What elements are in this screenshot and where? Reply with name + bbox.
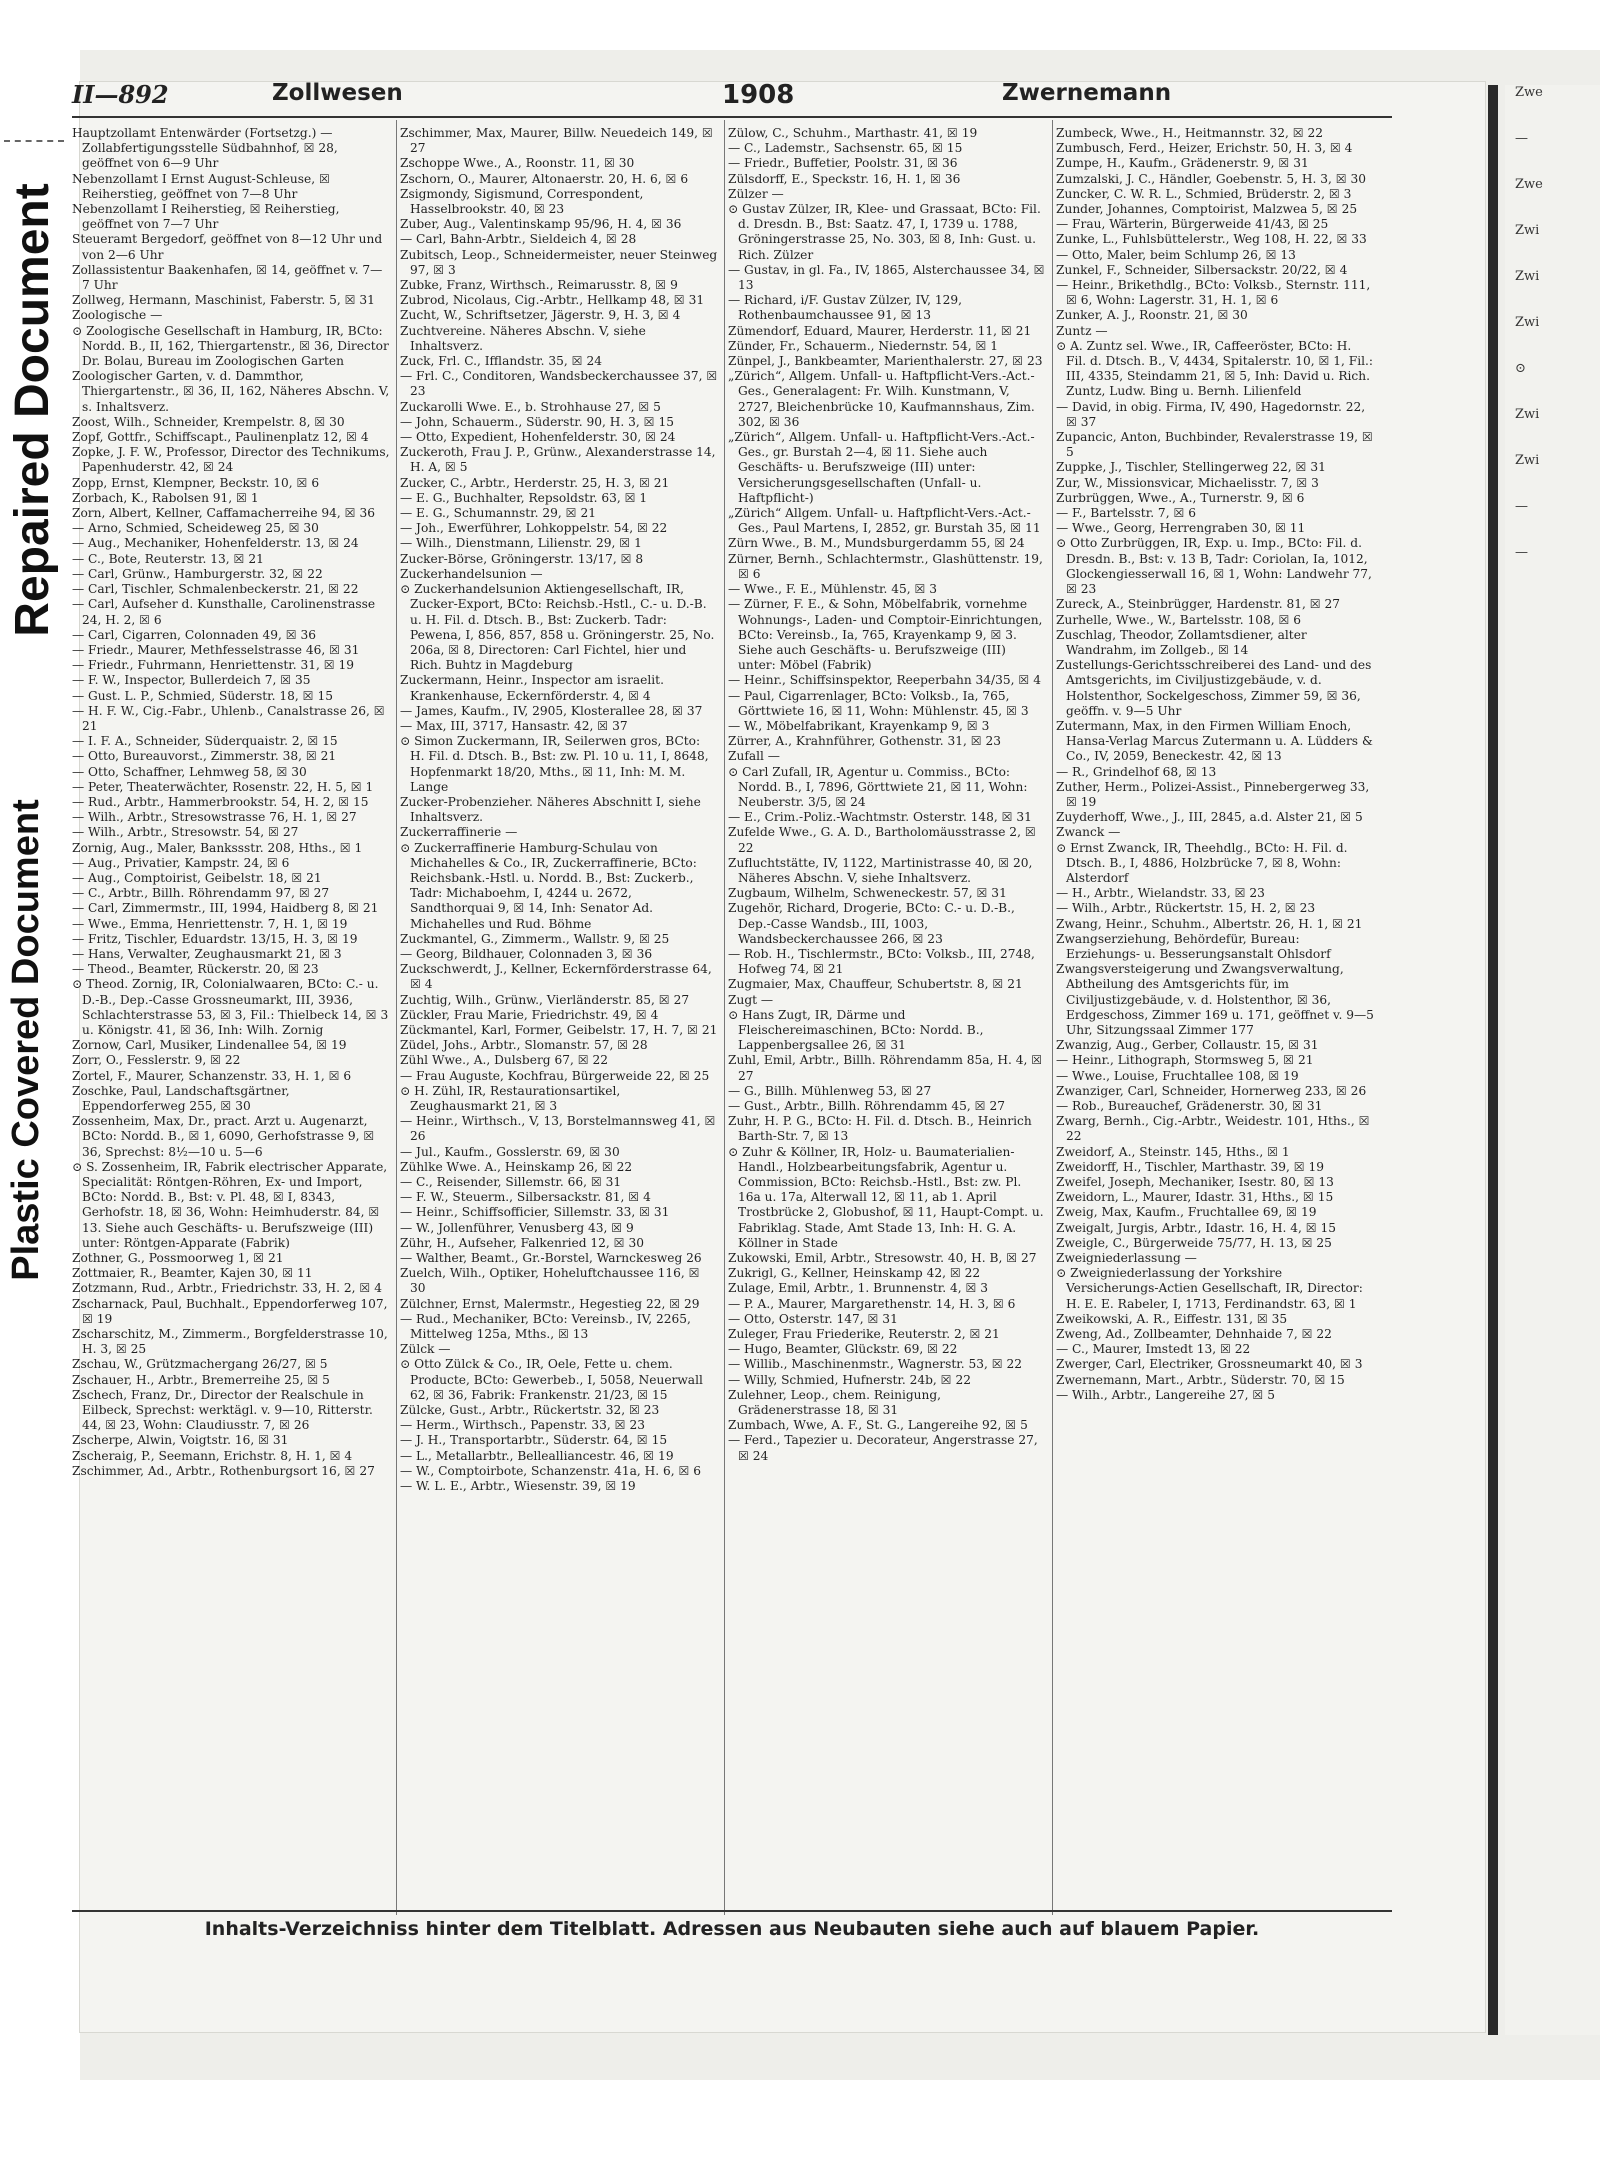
directory-entry: — Rud., Arbtr., Hammerbrookstr. 54, H. 2, ☒ 15: [72, 794, 369, 809]
directory-entry: Zufluchtstätte, IV, 1122, Martinistrasse 40, ☒ 20, Näheres Abschn. V, siehe Inhaltsverz.: [728, 855, 1033, 885]
directory-entry: Zorr, O., Fesslerstr. 9, ☒ 22: [72, 1053, 241, 1068]
directory-entry: Zuntz —: [1056, 323, 1108, 338]
directory-entry: ⊙ Zoologische Gesellschaft in Hamburg, IR, BCto: Nordd. B., II, 162, Thiergartenstr., ☒ 36, Director Dr. Bolau, Bureau im Zoologischen Garten: [72, 323, 389, 369]
directory-entry: Zschoppe Wwe., A., Roonstr. 11, ☒ 30: [400, 156, 635, 171]
directory-entry: Zweng, Ad., Zollbeamter, Dehnhaide 7, ☒ 22: [1056, 1327, 1332, 1342]
directory-entry: — James, Kaufm., IV, 2905, Klosterallee 28, ☒ 37: [400, 703, 703, 718]
directory-entry: Zunkel, F., Schneider, Silbersackstr. 20/22, ☒ 4: [1056, 262, 1348, 277]
directory-entry: — Frl. C., Conditoren, Wandsbeckerchaussee 37, ☒ 23: [400, 369, 718, 399]
directory-entry: „Zürich“, Allgem. Unfall- u. Haftpflicht-Vers.-Act.-Ges., gr. Burstah 2—4, ☒ 11. Siehe auch Geschäfts- u. Berufszweige (III) unter: Versicherungsgesellschaften (Unfall- u. Haftpflicht-): [728, 430, 1035, 505]
directory-entry: Zorbach, K., Rabolsen 91, ☒ 1: [72, 490, 259, 505]
directory-entry: — Carl, Bahn-Arbtr., Sieldeich 4, ☒ 28: [400, 232, 637, 247]
repaired-document-label: Repaired Document: [6, 183, 59, 637]
directory-entry: Zunder, Johannes, Comptoirist, Malzwea 5, ☒ 25: [1056, 202, 1358, 217]
directory-entry: Zscharschitz, M., Zimmerm., Borgfelderstrasse 10, H. 3, ☒ 25: [72, 1327, 388, 1357]
directory-entry: — E. G., Buchhalter, Repsoldstr. 63, ☒ 1: [400, 490, 648, 505]
directory-entry: Zülck —: [400, 1342, 451, 1357]
directory-entry: Zwanzig, Aug., Gerber, Collaustr. 15, ☒ 31: [1056, 1038, 1319, 1053]
directory-entry: Zopke, J. F. W., Professor, Director des Technikums, Papenhuderstr. 42, ☒ 24: [72, 445, 390, 475]
directory-entry: — John, Schauerm., Süderstr. 90, H. 3, ☒ 15: [400, 414, 674, 429]
directory-entry: Zürner, Bernh., Schlachtermstr., Glashüttenstr. 19, ☒ 6: [728, 551, 1043, 581]
directory-entry: — Otto, Expedient, Hohenfelderstr. 30, ☒ 24: [400, 430, 676, 445]
directory-entry: — Carl, Zimmermstr., III, 1994, Haidberg 8, ☒ 21: [72, 901, 379, 916]
directory-entry: Zünder, Fr., Schauerm., Niedernstr. 54, ☒ 1: [728, 338, 998, 353]
directory-entry: — P. A., Maurer, Margarethenstr. 14, H. 3, ☒ 6: [728, 1296, 1016, 1311]
directory-entry: — Frau Auguste, Kochfrau, Bürgerweide 22, ☒ 25: [400, 1068, 710, 1083]
directory-entry: Zorn, Albert, Kellner, Caffamacherreihe 94, ☒ 36: [72, 506, 375, 521]
directory-entry: Zümendorf, Eduard, Maurer, Herderstr. 11, ☒ 21: [728, 323, 1032, 338]
directory-entry: Zühlke Wwe. A., Heinskamp 26, ☒ 22: [400, 1159, 633, 1174]
directory-entry: — Aug., Mechaniker, Hohenfelderstr. 13, ☒ 24: [72, 536, 359, 551]
directory-entry: — Friedr., Maurer, Methfesselstrasse 46, ☒ 31: [72, 642, 360, 657]
directory-entry: „Zürich“, Allgem. Unfall- u. Haftpflicht-Vers.-Act.-Ges., Generalagent: Fr. Wilh. Kunstmann, V, 2727, Bleichenbrücke 10, Kaufmannshaus, Zim. 302, ☒ 36: [728, 369, 1035, 429]
directory-entry: — Heinr., Wirthsch., V, 13, Borstelmannsweg 41, ☒ 26: [400, 1114, 716, 1144]
directory-entry: Zopf, Gottfr., Schiffscapt., Paulinenplatz 12, ☒ 4: [72, 430, 369, 445]
directory-entry: Zscherpe, Alwin, Voigtstr. 16, ☒ 31: [72, 1433, 289, 1448]
directory-entry: Zuchtig, Wilh., Grünw., Vierländerstr. 85, ☒ 27: [400, 992, 690, 1007]
footer-rule: [72, 1910, 1392, 1912]
directory-entry: — Jul., Kaufm., Gosslerstr. 69, ☒ 30: [400, 1144, 620, 1159]
directory-entry: — C., Arbtr., Billh. Röhrendamm 97, ☒ 27: [72, 886, 330, 901]
directory-entry: — Gustav, in gl. Fa., IV, 1865, Alsterchaussee 34, ☒ 13: [728, 262, 1045, 293]
directory-entry: — Zürner, F. E., & Sohn, Möbelfabrik, vornehme Wohnungs-, Laden- und Comptoir-Einrichtungen, BCto: Vereinsb., Ia, 765, Krayenkamp 9, ☒ 3. Siehe auch Geschäfts- u. Berufszweige (III) unter: Möbel (Fabrik): [728, 597, 1043, 673]
directory-entry: Nebenzollamt I Reiherstieg, ☒ Reiherstieg, geöffnet von 7—7 Uhr: [72, 202, 340, 232]
directory-entry: ⊙ Gustav Zülzer, IR, Klee- und Grassaat, BCto: Fil. d. Dresdn. B., Bst: Saatz. 47, I, 1739 u. 1788, Gröningerstrasse 25, No. 303, ☒ 8, Inh: Gust. u. Rich. Zülzer: [728, 202, 1041, 262]
directory-entry: Zubitsch, Leop., Schneidermeister, neuer Steinweg 97, ☒ 3: [400, 247, 718, 277]
directory-entry: — Wilh., Arbtr., Stresowstrasse 76, H. 1, ☒ 27: [72, 810, 357, 825]
directory-entry: Zoologische —: [72, 308, 163, 323]
directory-entry: Zülchner, Ernst, Malermstr., Hegestieg 22, ☒ 29: [400, 1296, 700, 1311]
directory-entry: ⊙ Ernst Zwanck, IR, Theehdlg., BCto: H. Fil. d. Dtsch. B., I, 4886, Holzbrücke 7, ☒ 8, Wohn: Alsterdorf: [1056, 840, 1348, 885]
directory-entry: Zuhl, Emil, Arbtr., Billh. Röhrendamm 85a, H. 4, ☒ 27: [728, 1053, 1043, 1083]
directory-entry: Zürrer, A., Krahnführer, Gothenstr. 31, ☒ 23: [728, 734, 1002, 749]
adjacent-page-text: —: [1515, 499, 1528, 514]
directory-entry: Zoologischer Garten, v. d. Dammthor, Thiergartenstr., ☒ 36, II, 162, Näheres Abschn. V, s. Inhaltsverz.: [72, 369, 390, 414]
directory-entry: — Georg, Bildhauer, Colonnaden 3, ☒ 36: [400, 946, 653, 961]
directory-entry: — R., Grindelhof 68, ☒ 13: [1056, 764, 1217, 779]
directory-entry: — Walther, Beamt., Gr.-Borstel, Warnckesweg 26: [400, 1251, 702, 1266]
directory-entry: — Rob., Bureauchef, Grädenerstr. 30, ☒ 31: [1056, 1099, 1323, 1113]
directory-entry: Zwanck —: [1056, 825, 1121, 840]
directory-entry: Zweikowski, A. R., Eiffestr. 131, ☒ 35: [1056, 1311, 1288, 1326]
directory-entry: — Wwe., Louise, Fruchtallee 108, ☒ 19: [1056, 1068, 1299, 1083]
column-divider: [724, 120, 725, 1915]
directory-entry: ⊙ Zuckerhandelsunion Aktiengesellschaft, IR, Zucker-Export, BCto: Reichsb.-Hstl., C.- u. D.-B. u. H. Fil. d. Dtsch. B., Bst: Zuckerb. Tadr: Pewena, I, 856, 857, 858 u. Gröningerstr. 25, No. 206a, ☒ 8, Directoren: Carl Fichtel, hier und Rich. Buhtz in Magdeburg: [400, 582, 715, 673]
directory-entry: ⊙ Carl Zufall, IR, Agentur u. Commiss., BCto: Nordd. B., I, 7896, Görttwiete 21, ☒ 11, Wohn: Neuberstr. 3/5, ☒ 24: [728, 764, 1028, 809]
directory-entry: Zscheraig, P., Seemann, Erichstr. 8, H. 1, ☒ 4: [72, 1448, 353, 1463]
directory-entry: — H., Arbtr., Wielandstr. 33, ☒ 23: [1056, 886, 1265, 901]
directory-entry: — Wilh., Arbtr., Stresowstr. 54, ☒ 27: [72, 825, 299, 840]
directory-entry: — W., Jollenführer, Venusberg 43, ☒ 9: [400, 1220, 634, 1235]
directory-entry: Zumpe, H., Kaufm., Grädenerstr. 9, ☒ 31: [1056, 156, 1309, 171]
directory-entry: Zotzmann, Rud., Arbtr., Friedrichstr. 33, H. 2, ☒ 4: [72, 1281, 382, 1296]
adjacent-page-text: —: [1515, 131, 1528, 146]
directory-entry: — Carl, Aufseher d. Kunsthalle, Carolinenstrasse 24, H. 2, ☒ 6: [72, 597, 376, 627]
directory-entry: Zweidorff, H., Tischler, Marthastr. 39, ☒ 19: [1056, 1159, 1325, 1174]
directory-entry: Zschau, W., Grützmachergang 26/27, ☒ 5: [72, 1357, 328, 1372]
directory-entry: — Otto, Osterstr. 147, ☒ 31: [728, 1311, 898, 1326]
directory-entry: Zugt —: [728, 992, 774, 1007]
adjacent-page-text: Zwi: [1515, 223, 1540, 238]
directory-entry: Zottmaier, R., Beamter, Kajen 30, ☒ 11: [72, 1266, 313, 1281]
cut-mark: [4, 140, 64, 142]
directory-entry: Zugbaum, Wilhelm, Schweneckestr. 57, ☒ 31: [728, 886, 1007, 901]
directory-entry: — Peter, Theaterwächter, Rosenstr. 22, H. 5, ☒ 1: [72, 779, 374, 794]
directory-entry: Zwernemann, Mart., Arbtr., Süderstr. 70, ☒ 15: [1056, 1372, 1345, 1387]
plastic-covered-document-label: Plastic Covered Document: [5, 799, 47, 1281]
directory-entry: — Wilh., Arbtr., Rückertstr. 15, H. 2, ☒ 23: [1056, 901, 1316, 916]
directory-entry: Zurhelle, Wwe., W., Bartelsstr. 108, ☒ 6: [1056, 612, 1302, 627]
header-year: 1908: [722, 80, 795, 110]
directory-entry: Zoschke, Paul, Landschaftsgärtner, Eppendorferweg 255, ☒ 30: [72, 1083, 290, 1113]
directory-entry: Zuck, Frl. C., Ifflandstr. 35, ☒ 24: [400, 354, 602, 369]
directory-entry: — H. F. W., Cig.-Fabr., Uhlenb., Canalstrasse 26, ☒ 21: [72, 703, 385, 733]
column-divider: [1052, 120, 1053, 1915]
directory-entry: Zunker, A. J., Roonstr. 21, ☒ 30: [1056, 308, 1248, 323]
directory-entry: Zubrod, Nicolaus, Cig.-Arbtr., Hellkamp 48, ☒ 31: [400, 293, 705, 308]
directory-entry: Zschauer, H., Arbtr., Bremerreihe 25, ☒ 5: [72, 1372, 330, 1387]
directory-entry: Zweidorn, L., Maurer, Idastr. 31, Hths., ☒ 15: [1056, 1190, 1334, 1205]
directory-entry: Zucker, C., Arbtr., Herderstr. 25, H. 3, ☒ 21: [400, 475, 670, 490]
directory-entry: Zwanziger, Carl, Schneider, Hornerweg 233, ☒ 26: [1056, 1083, 1367, 1098]
directory-entry: — Heinr., Schiffsinspektor, Reeperbahn 34/35, ☒ 4: [728, 673, 1041, 688]
header-right-word: Zwernemann: [1002, 80, 1172, 106]
adjacent-page-text: Zwe: [1515, 177, 1543, 192]
directory-entry: — Rob. H., Tischlermstr., BCto: Volksb., III, 2748, Hofweg 74, ☒ 21: [728, 946, 1035, 977]
binding-gutter: [1488, 85, 1498, 2035]
directory-entry: Zothner, G., Possmoorweg 1, ☒ 21: [72, 1251, 284, 1266]
directory-column-4: [1056, 126, 1374, 1906]
directory-entry: — Arno, Schmied, Scheideweg 25, ☒ 30: [72, 521, 319, 536]
directory-entry: Zschech, Franz, Dr., Director der Realschule in Eilbeck, Sprechst: werktägl. v. 9—10, Ritterstr. 44, ☒ 23, Wohn: Claudiusstr. 7, ☒ 26: [72, 1387, 373, 1433]
directory-entry: Zustellungs-Gerichtsschreiberei des Land- und des Amtsgerichts, im Civiljustizgebäude, v. d. Holstenthor, Sockelgeschoss, Zimmer 59, ☒ 36, geöffn. v. 9—5 Uhr: [1056, 658, 1372, 718]
directory-entry: — Aug., Privatier, Kampstr. 24, ☒ 6: [72, 855, 290, 870]
directory-entry: Zulehner, Leop., chem. Reinigung, Grädenerstrasse 18, ☒ 31: [728, 1387, 942, 1418]
directory-entry: Zückmantel, Karl, Former, Geibelstr. 17, H. 7, ☒ 21: [400, 1022, 718, 1037]
directory-entry: Zuckschwerdt, J., Kellner, Eckernförderstrasse 64, ☒ 4: [400, 962, 712, 992]
directory-entry: Zornow, Carl, Musiker, Lindenallee 54, ☒ 19: [72, 1038, 347, 1053]
directory-entry: — Aug., Comptoirist, Geibelstr. 18, ☒ 21: [72, 870, 322, 885]
directory-entry: Zukrigl, G., Kellner, Heinskamp 42, ☒ 22: [728, 1266, 981, 1281]
directory-entry: Zsigmondy, Sigismund, Correspondent, Hasselbrookstr. 40, ☒ 23: [400, 186, 644, 217]
adjacent-page-fragment: [1505, 85, 1600, 2035]
directory-entry: — Otto, Schaffner, Lehmweg 58, ☒ 30: [72, 764, 307, 779]
directory-entry: — Max, III, 3717, Hansastr. 42, ☒ 37: [400, 718, 628, 733]
directory-entry: — Fritz, Tischler, Eduardstr. 13/15, H. 3, ☒ 19: [72, 931, 358, 946]
directory-entry: Zülcke, Gust., Arbtr., Rückertstr. 32, ☒ 23: [400, 1403, 660, 1418]
directory-entry: Zuleger, Frau Friederike, Reuterstr. 2, ☒ 21: [728, 1327, 1000, 1342]
directory-entry: Zopp, Ernst, Klempner, Beckstr. 10, ☒ 6: [72, 475, 320, 490]
directory-entry: Zuckerhandelsunion —: [400, 566, 543, 581]
directory-entry: Zwangserziehung, Behördefür, Bureau: Erziehungs- u. Besserungsanstalt Ohlsdorf: [1056, 931, 1331, 961]
page-number: II—892: [72, 80, 169, 109]
directory-entry: — Wilh., Arbtr., Langereihe 27, ☒ 5: [1056, 1387, 1275, 1402]
directory-entry: — Frau, Wärterin, Bürgerweide 41/43, ☒ 25: [1056, 217, 1329, 232]
directory-entry: Zschorn, O., Maurer, Altonaerstr. 20, H. 6, ☒ 6: [400, 171, 689, 186]
directory-entry: ⊙ Zuckerraffinerie Hamburg-Schulau von Michahelles & Co., IR, Zuckerraffinerie, BCto: Reichsbank.-Hstl. u. Nordd. B., Bst: Zuckerb., Tadr: Michaboehm, I, 4244 u. 2672, Sandthorquai 9, ☒ 14, Inh: Senator Ad. Michahelles und Rud. Böhme: [400, 840, 697, 931]
directory-entry: — Hans, Verwalter, Zeughausmarkt 21, ☒ 3: [72, 946, 342, 961]
directory-entry: — J. H., Transportarbtr., Süderstr. 64, ☒ 15: [400, 1433, 668, 1448]
directory-entry: Zortel, F., Maurer, Schanzenstr. 33, H. 1, ☒ 6: [72, 1068, 352, 1083]
directory-entry: Zweigle, C., Bürgerweide 75/77, H. 13, ☒ 25: [1056, 1235, 1332, 1250]
directory-entry: — Theod., Beamter, Rückerstr. 20, ☒ 23: [72, 962, 319, 977]
directory-entry: Zückler, Frau Marie, Friedrichstr. 49, ☒ 4: [400, 1007, 659, 1022]
directory-entry: ⊙ Zweigniederlassung der Yorkshire Versicherungs-Actien Gesellschaft, IR, Director: H. E. E. Rabeler, I, 1713, Ferdinandstr. 63, ☒ 1: [1056, 1266, 1363, 1311]
directory-entry: — Joh., Ewerführer, Lohkoppelstr. 54, ☒ 22: [400, 521, 668, 536]
directory-entry: Zweigniederlassung —: [1056, 1251, 1197, 1266]
directory-entry: — Ferd., Tapezier u. Decorateur, Angerstrasse 27, ☒ 24: [728, 1433, 1038, 1463]
directory-entry: Zureck, A., Steinbrügger, Hardenstr. 81, ☒ 27: [1056, 597, 1341, 612]
directory-entry: — Willib., Maschinenmstr., Wagnerstr. 53, ☒ 22: [728, 1357, 1023, 1372]
header-left-word: Zollwesen: [272, 80, 403, 106]
directory-entry: Zornig, Aug., Maler, Bankssstr. 208, Hths., ☒ 1: [72, 840, 363, 855]
directory-entry: Zumzalski, J. C., Händler, Goebenstr. 5, H. 3, ☒ 30: [1056, 171, 1367, 186]
directory-entry: — Wwe., Georg, Herrengraben 30, ☒ 11: [1056, 521, 1306, 536]
directory-column-1: [72, 126, 390, 1906]
directory-entry: Zweig, Max, Kaufm., Fruchtallee 69, ☒ 19: [1056, 1205, 1317, 1220]
directory-entry: Zuncker, C. W. R. L., Schmied, Brüderstr. 2, ☒ 3: [1056, 186, 1352, 201]
directory-entry: — C., Lademstr., Sachsenstr. 65, ☒ 15: [728, 141, 963, 156]
directory-entry: „Zürich“ Allgem. Unfall- u. Haftpflicht-Vers.-Act.-Ges., Paul Martens, I, 2852, gr. Burstah 35, ☒ 11: [728, 506, 1041, 536]
directory-entry: Zucker-Probenzieher. Näheres Abschnitt I, siehe Inhaltsverz.: [400, 794, 701, 825]
directory-entry: Zweifel, Joseph, Mechaniker, Isestr. 80, ☒ 13: [1056, 1175, 1334, 1190]
directory-entry: — Heinr., Schiffsofficier, Sillemstr. 33, ☒ 31: [400, 1205, 670, 1220]
directory-entry: — Willy, Schmied, Hufnerstr. 24b, ☒ 22: [728, 1372, 971, 1387]
directory-entry: Zülsdorff, E., Speckstr. 16, H. 1, ☒ 36: [728, 171, 961, 186]
directory-entry: Zuckermann, Heinr., Inspector am israelit. Krankenhause, Eckernförderstr. 4, ☒ 4: [400, 673, 664, 703]
header-rule: [72, 116, 1392, 118]
directory-entry: ⊙ Otto Zülck & Co., IR, Oele, Fette u. chem. Producte, BCto: Gewerbeb., I, 5058, Neuerwall 62, ☒ 36, Fabrik: Frankenstr. 21/23, ☒ 15: [400, 1357, 703, 1402]
directory-entry: — Gust., Arbtr., Billh. Röhrendamm 45, ☒ 27: [728, 1099, 1005, 1113]
directory-entry: — Wilh., Dienstmann, Lilienstr. 29, ☒ 1: [400, 536, 642, 551]
directory-column-2: [400, 126, 718, 1906]
directory-entry: — E. G., Schumannstr. 29, ☒ 21: [400, 506, 596, 521]
directory-entry: — W., Möbelfabrikant, Krayenkamp 9, ☒ 3: [728, 718, 990, 733]
directory-entry: Zuschlag, Theodor, Zollamtsdiener, alter Wandrahm, im Zollgeb., ☒ 14: [1056, 627, 1307, 657]
directory-entry: Zünpel, J., Bankbeamter, Marienthalerstr. 27, ☒ 23: [728, 354, 1043, 369]
directory-entry: Zucker-Börse, Gröningerstr. 13/17, ☒ 8: [400, 551, 644, 566]
directory-entry: — C., Bote, Reuterstr. 13, ☒ 21: [72, 551, 264, 566]
directory-entry: Zubke, Franz, Wirthsch., Reimarusstr. 8, ☒ 9: [400, 278, 678, 293]
adjacent-page-text: Zwi: [1515, 407, 1540, 422]
directory-entry: — Heinr., Brikethdlg., BCto: Volksb., Sternstr. 111, ☒ 6, Wohn: Lagerstr. 31, H. 1, ☒ 6: [1056, 278, 1371, 308]
directory-entry: Zuyderhoff, Wwe., J., III, 2845, a.d. Alster 21, ☒ 5: [1056, 810, 1363, 825]
directory-entry: Zuber, Aug., Valentinskamp 95/96, H. 4, ☒ 36: [400, 217, 682, 232]
directory-entry: ⊙ Hans Zugt, IR, Därme und Fleischereimaschinen, BCto: Nordd. B., Lappenbergsallee 26, ☒ 31: [728, 1007, 984, 1053]
directory-entry: Zwarg, Bernh., Cig.-Arbtr., Weidestr. 101, Hths., ☒ 22: [1056, 1114, 1370, 1144]
directory-entry: — F. W., Inspector, Bullerdeich 7, ☒ 35: [72, 673, 311, 688]
column-divider: [396, 120, 397, 1915]
directory-entry: ⊙ S. Zossenheim, IR, Fabrik electrischer Apparate, Specialität: Röntgen-Röhren, Ex- und Import, BCto: Nordd. B., Bst: v. Pl. 48, ☒ I, 8343, Gerhofstr. 18, ☒ 36, Wohn: Heimhuderstr. 84, ☒ 13. Siehe auch Geschäfts- u. Berufszweige (III) unter: Röntgen-Apparate (Fabrik): [72, 1159, 388, 1250]
directory-entry: — L., Metallarbtr., Bellealliancestr. 46, ☒ 19: [400, 1448, 674, 1463]
directory-entry: Zunke, L., Fuhlsbüttelerstr., Weg 108, H. 22, ☒ 33: [1056, 232, 1367, 247]
directory-entry: Zupancic, Anton, Buchbinder, Revalerstrasse 19, ☒ 5: [1056, 430, 1373, 460]
directory-entry: ⊙ Theod. Zornig, IR, Colonialwaaren, BCto: C.- u. D.-B., Dep.-Casse Grossneumarkt, III, 3936, Schlachterstrasse 53, ☒ 3, Fil.: Thielbeck 14, ☒ 3 u. Königstr. 41, ☒ 36, Inh: Wilh. Zornig: [72, 977, 389, 1037]
directory-entry: — C., Reisender, Sillemstr. 66, ☒ 31: [400, 1175, 622, 1190]
directory-entry: — F. W., Steuerm., Silbersackstr. 81, ☒ 4: [400, 1190, 651, 1205]
directory-entry: — Richard, i/F. Gustav Zülzer, IV, 129, Rothenbaumchaussee 91, ☒ 13: [728, 293, 962, 323]
adjacent-page-text: Zwi: [1515, 269, 1540, 284]
directory-entry: Zuther, Herm., Polizei-Assist., Pinnebergerweg 33, ☒ 19: [1056, 779, 1370, 809]
directory-entry: ⊙ Otto Zurbrüggen, IR, Exp. u. Imp., BCto: Fil. d. Dresdn. B., Bst: v. 13 B, Tadr: Coriolan, Ia, 1012, Glockengiesserwall 16, ☒ 1, Wohn: Landwehr 77, ☒ 23: [1056, 536, 1372, 597]
directory-entry: Zuckmantel, G., Zimmerm., Wallstr. 9, ☒ 25: [400, 931, 670, 946]
directory-entry: Zwangsversteigerung und Zwangsverwaltung, Abtheilung des Amtsgerichts für, im Civiljustizgebäude, v. d. Holstenthor, ☒ 36, Erdgeschoss, Zimmer 169 u. 171, geöffnet v. 9—5 Uhr, Sitzungssaal Zimmer 177: [1056, 962, 1374, 1037]
directory-entry: Steueramt Bergedorf, geöffnet von 8—12 Uhr und von 2—6 Uhr: [72, 232, 383, 262]
directory-entry: — C., Maurer, Imstedt 13, ☒ 22: [1056, 1342, 1251, 1357]
directory-entry: — Herm., Wirthsch., Papenstr. 33, ☒ 23: [400, 1418, 645, 1433]
page-footer: Inhalts-Verzeichniss hinter dem Titelblatt. Adressen aus Neubauten siehe auch auf blauem Papier.: [204, 1918, 1260, 1940]
directory-entry: Zülow, C., Schuhm., Marthastr. 41, ☒ 19: [728, 126, 978, 140]
directory-entry: — Heinr., Lithograph, Stormsweg 5, ☒ 21: [1056, 1053, 1314, 1068]
directory-entry: Nebenzollamt I Ernst August-Schleuse, ☒ Reiherstieg, geöffnet von 7—8 Uhr: [72, 171, 330, 201]
adjacent-page-text: Zwe: [1515, 85, 1543, 100]
directory-entry: — Paul, Cigarrenlager, BCto: Volksb., Ia, 765, Görttwiete 16, ☒ 11, Wohn: Mühlenstr. 45, ☒ 3: [728, 688, 1029, 718]
directory-entry: — Wwe., F. E., Mühlenstr. 45, ☒ 3: [728, 582, 938, 597]
directory-entry: — Hugo, Beamter, Glückstr. 69, ☒ 22: [728, 1342, 958, 1357]
directory-entry: Zürn Wwe., B. M., Mundsburgerdamm 55, ☒ 24: [728, 536, 1025, 551]
directory-entry: — F., Bartelsstr. 7, ☒ 6: [1056, 506, 1196, 521]
directory-entry: Zossenheim, Max, Dr., pract. Arzt u. Augenarzt, BCto: Nordd. B., ☒ 1, 6090, Gerhofstrasse 9, ☒ 36, Sprechst: 8½—10 u. 5—6: [72, 1114, 375, 1159]
directory-entry: Zühr, H., Aufseher, Falkenried 12, ☒ 30: [400, 1235, 644, 1250]
directory-entry: — W., Comptoirbote, Schanzenstr. 41a, H. 6, ☒ 6: [400, 1463, 702, 1478]
directory-column-3: [728, 126, 1046, 1906]
directory-entry: Zweidorf, A., Steinstr. 145, Hths., ☒ 1: [1056, 1144, 1290, 1159]
adjacent-page-text: —: [1515, 545, 1528, 560]
directory-entry: — E., Crim.-Poliz.-Wachtmstr. Osterstr. 148, ☒ 31: [728, 810, 1032, 825]
directory-entry: Zuhr, H. P. G., BCto: H. Fil. d. Dtsch. B., Heinrich Barth-Str. 7, ☒ 13: [728, 1114, 1032, 1144]
adjacent-page-text: ⊙: [1515, 361, 1526, 376]
directory-entry: ⊙ Zuhr & Köllner, IR, Holz- u. Baumaterialien-Handl., Holzbearbeitungsfabrik, Agentur u. Commission, BCto: Reichsb.-Hstl., Bst: zw. Pl. 16a u. 17a, Alterwall 12, ☒ 11, ab 1. April Trostbrücke 2, Globushof, ☒ 11, Haupt-Compt. u. Fabriklag. Stade, Amt Stade 13, Inh: H. G. A. Köllner in Stade: [728, 1144, 1044, 1250]
directory-entry: Zufelde Wwe., G. A. D., Bartholomäusstrasse 2, ☒ 22: [728, 825, 1036, 855]
directory-entry: Zurbrüggen, Wwe., A., Turnerstr. 9, ☒ 6: [1056, 490, 1305, 505]
adjacent-page-text: Zwi: [1515, 315, 1540, 330]
directory-entry: — Otto, Maler, beim Schlump 26, ☒ 13: [1056, 247, 1296, 262]
directory-entry: ⊙ A. Zuntz sel. Wwe., IR, Caffeeröster, BCto: H. Fil. d. Dtsch. B., V, 4434, Spitalerstr. 10, ☒ 1, Fil.: III, 4335, Steindamm 21, ☒ 5, Inh: David u. Rich. Zuntz, Ludw. Bing u. Bernh. Lilienfeld: [1056, 338, 1373, 399]
directory-entry: — I. F. A., Schneider, Süderquaistr. 2, ☒ 15: [72, 734, 338, 749]
directory-entry: Zukowski, Emil, Arbtr., Stresowstr. 40, H. B, ☒ 27: [728, 1251, 1037, 1266]
directory-entry: Züdel, Johs., Arbtr., Slomanstr. 57, ☒ 28: [400, 1038, 648, 1053]
directory-entry: Zwang, Heinr., Schuhm., Albertstr. 26, H. 1, ☒ 21: [1056, 916, 1363, 931]
directory-entry: — W. L. E., Arbtr., Wiesenstr. 39, ☒ 19: [400, 1479, 636, 1494]
adjacent-page-text: Zwi: [1515, 453, 1540, 468]
directory-entry: Zweigalt, Jurgis, Arbtr., Idastr. 16, H. 4, ☒ 15: [1056, 1220, 1337, 1235]
directory-entry: — Otto, Bureauvorst., Zimmerstr. 38, ☒ 21: [72, 749, 337, 764]
directory-entry: Zufall —: [728, 749, 780, 764]
directory-entry: Zuelch, Wilh., Optiker, Hoheluftchaussee 116, ☒ 30: [400, 1266, 700, 1296]
directory-entry: — G., Billh. Mühlenweg 53, ☒ 27: [728, 1083, 932, 1098]
directory-entry: Zur, W., Missionsvicar, Michaelisstr. 7, ☒ 3: [1056, 475, 1319, 490]
directory-entry: — David, in obig. Firma, IV, 490, Hagedornstr. 22, ☒ 37: [1056, 399, 1366, 429]
directory-entry: ⊙ Simon Zuckermann, IR, Seilerwen gros, BCto: H. Fil. d. Dtsch. B., Bst: zw. Pl. 10 u. 11, I, 8648, Hopfenmarkt 18/20, Mths., ☒ 11, Inh: M. M. Lange: [400, 734, 709, 794]
directory-entry: Zollweg, Hermann, Maschinist, Faberstr. 5, ☒ 31: [72, 293, 375, 308]
directory-entry: Zwerger, Carl, Electriker, Grossneumarkt 40, ☒ 3: [1056, 1357, 1363, 1372]
directory-entry: — Wwe., Emma, Henriettenstr. 7, H. 1, ☒ 19: [72, 916, 348, 931]
directory-entry: ⊙ H. Zühl, IR, Restaurationsartikel, Zeughausmarkt 21, ☒ 3: [400, 1083, 621, 1113]
directory-entry: — Friedr., Fuhrmann, Henriettenstr. 31, ☒ 19: [72, 658, 355, 673]
directory-entry: Zutermann, Max, in den Firmen William Enoch, Hansa-Verlag Marcus Zutermann u. A. Lüdders & Co., IV, 2059, Beneckestr. 42, ☒ 13: [1056, 718, 1373, 764]
directory-entry: Zuckarolli Wwe. E., b. Strohhause 27, ☒ 5: [400, 399, 661, 414]
directory-entry: — Rud., Mechaniker, BCto: Vereinsb., IV, 2265, Mittelweg 125a, Mths., ☒ 13: [400, 1311, 691, 1342]
directory-entry: Zuckerraffinerie —: [400, 825, 518, 840]
directory-entry: Zühl Wwe., A., Dulsberg 67, ☒ 22: [400, 1053, 609, 1068]
directory-entry: — Carl, Grünw., Hamburgerstr. 32, ☒ 22: [72, 566, 323, 581]
directory-entry: Zuchtvereine. Näheres Abschn. V, siehe Inhaltsverz.: [400, 323, 646, 353]
directory-entry: Zuckeroth, Frau J. P., Grünw., Alexanderstrasse 14, H. A, ☒ 5: [400, 445, 716, 475]
page-header: [72, 80, 1392, 110]
directory-entry: Zuppke, J., Tischler, Stellingerweg 22, ☒ 31: [1056, 460, 1326, 475]
directory-entry: — Gust. L. P., Schmied, Süderstr. 18, ☒ 15: [72, 688, 333, 703]
directory-entry: Zülzer —: [728, 186, 784, 201]
directory-entry: Zugmaier, Max, Chauffeur, Schubertstr. 8, ☒ 21: [728, 977, 1023, 992]
directory-entry: Zulage, Emil, Arbtr., 1. Brunnenstr. 4, ☒ 3: [728, 1281, 989, 1296]
directory-entry: Zschimmer, Ad., Arbtr., Rothenburgsort 16, ☒ 27: [72, 1463, 375, 1478]
directory-entry: Zoost, Wilh., Schneider, Krempelstr. 8, ☒ 30: [72, 414, 345, 429]
directory-entry: — Carl, Cigarren, Colonnaden 49, ☒ 36: [72, 627, 317, 642]
directory-entry: Zumbusch, Ferd., Heizer, Erichstr. 50, H. 3, ☒ 4: [1056, 141, 1353, 156]
directory-entry: Hauptzollamt Entenwärder (Fortsetzg.) — Zollabfertigungsstelle Südbahnhof, ☒ 28, geöffnet von 6—9 Uhr: [72, 126, 338, 171]
directory-entry: Zumbach, Wwe, A. F., St. G., Langereihe 92, ☒ 5: [728, 1418, 1028, 1433]
directory-entry: Zugehör, Richard, Drogerie, BCto: C.- u. D.-B., Dep.-Casse Wandsb., III, 1003, Wandsbeckerchaussee 266, ☒ 23: [728, 901, 1015, 946]
directory-entry: Zscharnack, Paul, Buchhalt., Eppendorferweg 107, ☒ 19: [72, 1296, 388, 1326]
directory-entry: — Carl, Tischler, Schmalenbeckerstr. 21, ☒ 22: [72, 582, 359, 597]
directory-entry: Zucht, W., Schriftsetzer, Jägerstr. 9, H. 3, ☒ 4: [400, 308, 681, 323]
directory-entry: Zollassistentur Baakenhafen, ☒ 14, geöffnet v. 7—7 Uhr: [72, 262, 383, 293]
directory-entry: Zschimmer, Max, Maurer, Billw. Neuedeich 149, ☒ 27: [400, 126, 713, 156]
directory-entry: — Friedr., Buffetier, Poolstr. 31, ☒ 36: [728, 156, 958, 171]
directory-entry: Zumbeck, Wwe., H., Heitmannstr. 32, ☒ 22: [1056, 126, 1323, 140]
